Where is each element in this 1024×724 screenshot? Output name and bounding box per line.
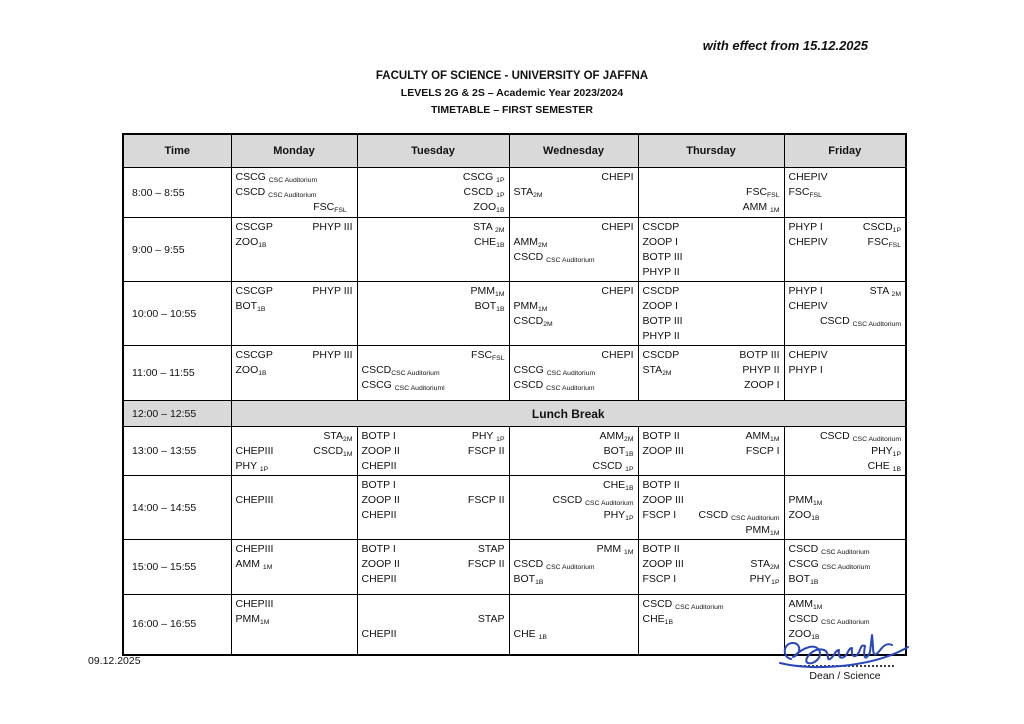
timetable-cell-tuesday [357,346,509,401]
course-line: ZOOP III [642,494,684,506]
timetable-cell-friday [784,168,906,218]
column-header-wednesday: Wednesday [509,134,638,168]
course-line: ZOOP III $STA_{2M}$ [642,558,780,571]
effective-date-note: with effect from 15.12.2025 [702,38,868,53]
course-line: BOTP III [642,251,683,263]
course-line: $AMM_{2M}$ [513,236,548,249]
course-line: CSCD $_{CSC Auditorium}$ [642,598,724,611]
course-line: PHYP II [642,330,680,342]
page-title: FACULTY OF SCIENCE - UNIVERSITY OF JAFFNA [375,70,649,82]
timetable-cell-friday [784,346,906,401]
course-line: CSCG $_{CSC Auditoriuml}$ [361,379,445,392]
course-line: CHEPII [361,573,397,585]
title-block [0,70,1024,116]
course-line: $BOT_{1B}$ [603,445,634,458]
timetable-cell-wednesday [509,168,638,218]
course-line: CHEPIV [788,349,828,361]
subtitle-semester: TIMETABLE – FIRST SEMESTER [431,104,593,116]
footer-date: 09.12.2025 [88,655,141,667]
timetable-cell-tuesday [357,218,509,282]
header-row [123,134,906,168]
timetable-cell-wednesday [509,476,638,540]
timetable-cell-thursday [638,218,784,282]
timetable-cell-tuesday [357,168,509,218]
timetable-cell-tuesday [357,540,509,595]
dean-label: Dean / Science [809,670,881,682]
course-line [362,597,505,612]
course-line: $CHE_{1B}$ [603,479,634,492]
course-line: BOTP II [642,479,680,491]
course-line: ZOOP I [744,379,780,391]
course-line: $ZOO_{1B}$ [235,236,267,249]
course-line: CSCDP [642,221,680,233]
timetable-cell-thursday [638,282,784,346]
course-line: $FSC_{FSL}$ [313,201,347,214]
course-line: CHEPI [601,285,634,297]
course-line: CSCGP PHYP III [235,285,353,297]
timetable-cell-wednesday [509,346,638,401]
course-line: BOTP III [642,315,683,327]
table-row [123,346,906,401]
signature-scribble [771,632,919,672]
time-cell: 15:00 – 15:55 [123,540,231,595]
course-line: $STA_{2M}$ [323,430,353,443]
timetable-cell-thursday [638,427,784,476]
course-line: CHEPIII $CSCD_{1M}$ [235,445,353,458]
course-line: $STA_{2M}$ [513,186,543,199]
time-cell: 16:00 – 16:55 [123,595,231,655]
course-line: CSCDP BOTP III [642,349,780,361]
course-line: $PHY_{1P}$ [871,445,901,458]
time-cell: 11:00 – 11:55 [123,346,231,401]
course-line: CSCD $_{CSC Auditorium}$ [513,558,595,571]
course-line: CHEPII [361,628,397,640]
course-line: $BOT_{1B}$ [474,300,505,313]
course-line: $PMM_{1M}$ [788,494,823,507]
column-header-friday: Friday [784,134,906,168]
course-line [643,170,780,185]
course-line: CSCD $_{CSC Auditorium}$ [788,613,870,626]
course-line: $BOT_{1B}$ [235,300,266,313]
table-row [123,540,906,595]
timetable-table [122,133,907,656]
timetable-cell-friday [784,540,906,595]
time-cell: 13:00 – 13:55 [123,427,231,476]
course-line: $BOT_{1B}$ [513,573,544,586]
table-row [123,476,906,540]
course-line: CHE $_{1B}$ [513,628,547,641]
table-row [123,427,906,476]
course-line: $ZOO_{1B}$ [473,201,505,214]
course-line: CSCDP [642,285,680,297]
time-cell: 8:00 – 8:55 [123,168,231,218]
course-line: STAP [477,613,505,625]
column-header-tuesday: Tuesday [357,134,509,168]
table-row [123,401,906,427]
column-header-time: Time [123,134,231,168]
course-line: CHEPIV [788,300,828,312]
signature-block [770,632,920,682]
course-line: CSCGP PHYP III [235,349,353,361]
timetable-cell-monday [231,218,357,282]
course-line: PHYP I [788,364,823,376]
timetable-cell-friday [784,218,906,282]
course-line: $ZOO_{1B}$ [788,509,820,522]
timetable-cell-monday [231,595,357,655]
timetable-cell-monday [231,476,357,540]
course-line: $PMM_{1M}$ [235,613,270,626]
course-line: CHEPIII [235,543,274,555]
course-line: $CHE_{1B}$ [474,236,505,249]
timetable-cell-monday [231,540,357,595]
course-line: AMM $_{1M}$ [235,558,273,571]
timetable-cell-tuesday [357,595,509,655]
course-line: BOTP II [642,543,680,555]
course-line: $AMM_{1M}$ [788,598,823,611]
course-line: CHEPIII [235,598,274,610]
course-line: CSCD $_{1P}$ [463,186,505,199]
time-cell: 10:00 – 10:55 [123,282,231,346]
course-line: $CHE_{1B}$ [642,613,673,626]
course-line: ZOOP II FSCP II [361,494,505,506]
timetable-cell-monday [231,346,357,401]
timetable-cell-wednesday [509,282,638,346]
course-line: $PHY_{1P}$ [603,509,634,522]
course-line: CHEPIV $FSC_{FSL}$ [788,236,901,249]
timetable-cell-thursday [638,595,784,655]
timetable-cell-monday [231,427,357,476]
course-line: CSCD $_{1P}$ [592,460,634,473]
course-line: BOTP I PHY $_{1P}$ [361,430,505,443]
timetable-cell-friday [784,427,906,476]
course-line: PHYP I $CSCD_{1P}$ [788,221,901,234]
lunch-break-cell: Lunch Break [231,401,906,427]
course-line: CHEPII [361,509,397,521]
course-line: CSCG $_{CSC Auditorium}$ [235,171,318,184]
course-line: ZOOP I [642,300,678,312]
timetable-cell-thursday [638,540,784,595]
timetable-cell-wednesday [509,427,638,476]
course-line: CSCD $_{CSC Auditorium}$ [819,315,901,328]
course-line [514,612,634,627]
course-line [514,597,634,612]
course-line: $BOT_{1B}$ [788,573,819,586]
course-line: $CSCD_{2M}$ [513,315,553,328]
timetable-cell-wednesday [509,540,638,595]
timetable-cell-wednesday [509,218,638,282]
subtitle-levels: LEVELS 2G & 2S – Academic Year 2023/2024 [400,87,624,99]
time-cell: 12:00 – 12:55 [123,401,231,427]
course-line: $CSCD_{CSC Auditorium}$ [361,364,440,377]
course-line: CSCD $_{CSC Auditorium}$ [552,494,634,507]
course-line: CHEPII [361,460,397,472]
course-line: $AMM_{2M}$ [599,430,634,443]
timetable-cell-friday [784,476,906,540]
table-row [123,218,906,282]
course-line: ZOOP II FSCP II [361,558,505,570]
course-line: $ZOO_{1B}$ [788,628,820,641]
course-line: ZOOP III FSCP I [642,445,780,457]
course-line [789,478,902,493]
course-line: BOTP I [361,479,396,491]
timetable-cell-wednesday [509,595,638,655]
course-line: CSCGP PHYP III [235,221,353,233]
timetable-cell-tuesday [357,427,509,476]
course-line: CSCG $_{CSC Auditorium}$ [513,364,596,377]
course-line: $FSC_{FSL}$ [471,349,505,362]
course-line: CHEPIII [235,494,274,506]
timetable-cell-friday [784,282,906,346]
course-line: PMM $_{1M}$ [596,543,634,556]
course-line: $ZOO_{1B}$ [235,364,267,377]
course-line: ZOOP I [642,236,678,248]
column-header-thursday: Thursday [638,134,784,168]
course-line: $STA_{2M}$ PHYP II [642,364,780,377]
course-line: CSCD $_{CSC Auditorium}$ [513,379,595,392]
course-line [236,478,353,493]
course-line: PHYP II [642,266,680,278]
timetable-cell-thursday [638,346,784,401]
course-line: ZOOP II FSCP II [361,445,505,457]
course-line: CSCG $_{1P}$ [462,171,505,184]
course-line: $PMM_{1M}$ [470,285,505,298]
course-line: BOTP I STAP [361,543,505,555]
course-line: CSCD $_{CSC Auditorium}$ [788,543,870,556]
course-line: PHYP I STA $_{2M}$ [788,285,901,298]
table-row [123,282,906,346]
course-line: CHEPI [601,171,634,183]
course-line: CSCD $_{CSC Auditorium}$ [513,251,595,264]
course-line: CHEPI [601,349,634,361]
course-line: $PMM_{1M}$ [745,524,780,537]
timetable-cell-monday [231,282,357,346]
course-line: AMM $_{1M}$ [742,201,780,214]
course-line: FSCP I $PHY_{1P}$ [642,573,780,586]
course-line: CSCD $_{CSC Auditorium}$ [819,430,901,443]
timetable-cell-tuesday [357,476,509,540]
course-line: CHEPI [601,221,634,233]
course-line: $FSC_{FSL}$ [746,186,780,199]
timetable-cell-thursday [638,168,784,218]
course-line: CSCD $_{CSC Auditorium}$ [235,186,317,199]
course-line: BOTP II $AMM_{1M}$ [642,430,780,443]
time-cell: 9:00 – 9:55 [123,218,231,282]
course-line: PHY $_{1P}$ [235,460,269,473]
course-line: STA $_{2M}$ [473,221,505,234]
column-header-monday: Monday [231,134,357,168]
table-row [123,168,906,218]
course-line: FSCP I CSCD $_{CSC Auditorium}$ [642,509,780,522]
course-line: $FSC_{FSL}$ [788,186,822,199]
timetable-cell-monday [231,168,357,218]
course-line: CHE $_{1B}$ [867,460,901,473]
timetable-cell-tuesday [357,282,509,346]
time-cell: 14:00 – 14:55 [123,476,231,540]
course-line: CHEPIV [788,171,828,183]
timetable-cell-thursday [638,476,784,540]
course-line: $PMM_{1M}$ [513,300,548,313]
course-line: CSCG $_{CSC Auditorium}$ [788,558,871,571]
